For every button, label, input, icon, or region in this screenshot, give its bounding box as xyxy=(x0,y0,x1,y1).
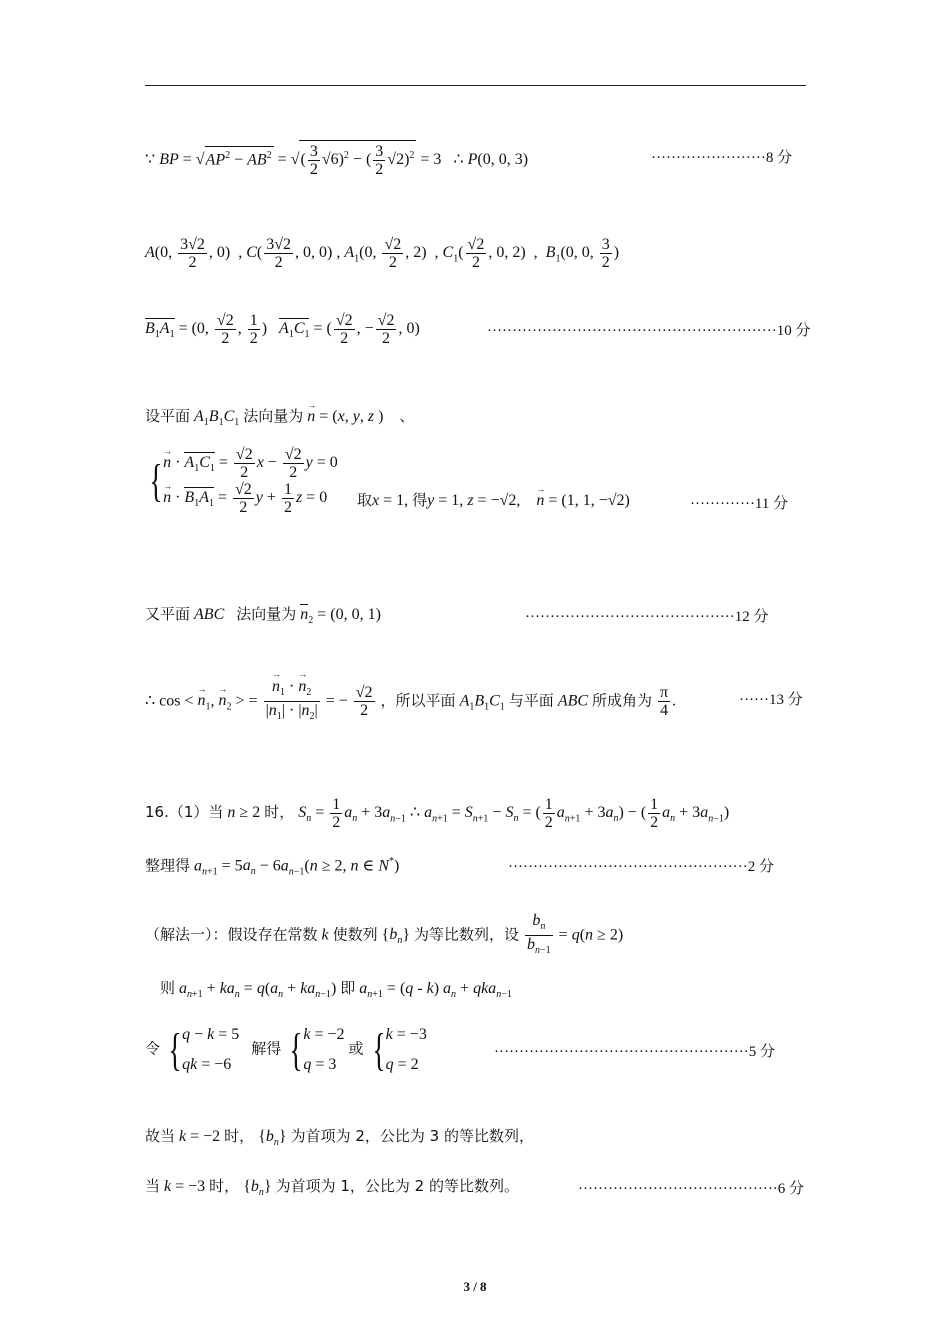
make-seq-label: 使数列 xyxy=(332,925,378,944)
method1-label: （解法一）：假设存在常数 xyxy=(145,925,318,944)
is-geo-label: 为等比数列，设 xyxy=(414,925,520,944)
take-label: 取 xyxy=(357,491,373,509)
when-label: 时， xyxy=(264,803,295,822)
or-label: 或 xyxy=(348,1039,364,1058)
score-2: ················································2 分 xyxy=(508,859,775,875)
when2-label: 时， xyxy=(224,1127,255,1145)
q16-label: 16.（1）当 xyxy=(145,803,224,822)
score-13: ······13 分 xyxy=(739,692,803,708)
score-12: ··········································12 分 xyxy=(525,609,769,625)
let-label: 令 xyxy=(145,1039,161,1058)
header-rule xyxy=(145,85,806,86)
then-label: 则 xyxy=(160,979,176,997)
first-term-2-label: 为首项为 2，公比为 3 的等比数列， xyxy=(290,1127,534,1145)
comma-cn: 、 xyxy=(399,407,415,425)
eq-coordinates: A(0, $\frac{3√2}{2}$ , 0) , C( $\frac{3√2}{2}$ , 0, 0) , $A_1(0$, $\frac{√2}{2}$ , 2) , $C_1$( $\frac{√2}{2}$ , 0, 2) , $B_1(0$, 0, $\frac{3}{2}$ ) xyxy=(145,236,620,271)
eq-recurrence: 整理得 $a_{n+1} = 5a_n - 6a_{n-1}(n \ge 2$, n ∈ N*) xyxy=(145,856,400,878)
method-one-line: （解法一）：假设存在常数 k 使数列 $\{b_n\}$ 为等比数列，设 $\frac{b_n}{b_{n-1}}$ = q(n ≥ 2) xyxy=(145,912,624,957)
plane-abc-line: 又平面 ABC 法向量为 $n_2 = (0$, 0, 1) xyxy=(145,605,381,627)
score-5: ···················································5 分 xyxy=(494,1044,776,1060)
with-plane-label: 与平面 xyxy=(508,691,554,710)
first-term-1-label: 为首项为 1，公比为 2 的等比数列。 xyxy=(275,1177,519,1195)
set-plane-line: 设平面 $A_1B_1C_1$ 法向量为 → n = (x, y, z ) 、 xyxy=(145,406,414,433)
eq-let-solve: 令 { q − k = 5 qk = −6 解得 { k = −2 q = 3 或 { k = −3 q = 2 xyxy=(145,1024,427,1075)
solve-label: 解得 xyxy=(251,1039,282,1058)
when3-label: 时， xyxy=(209,1177,240,1195)
eq-then: 则 $a_{n+1} + ka_n = q(a_n + ka_{n-1})$ 即 $a_{n+1} = (q - k) a_n + qka_{n-1}$ xyxy=(160,979,512,1001)
score-11: ·············11 分 xyxy=(690,496,789,512)
therefore-when-label: 故当 xyxy=(145,1127,176,1145)
normal-vec-label: 法向量为 xyxy=(243,407,304,425)
score-6: ········································6 分 xyxy=(578,1181,805,1197)
angle-is-label: 所成角为 xyxy=(592,691,653,710)
so-plane-label: ，所以平面 xyxy=(380,691,456,710)
eq-vectors: $B_1A_1 = (0$, $\frac{√2}{2}$ , $\frac{1}{2}$ ) $A_1C_1$ = ( $\frac{√2}{2}$ , − $\frac{√2}{2}$ , 0) xyxy=(145,312,420,347)
also-plane-label: 又平面 xyxy=(145,605,191,623)
score-10: ··························································10 分 xyxy=(487,323,811,339)
get-label: 得 xyxy=(412,491,428,509)
score-8: ·······················8 分 xyxy=(651,150,793,166)
case-k-minus-3: 当 k = −3 时， $\{b_n\}$ 为首项为 1，公比为 2 的等比数列。 xyxy=(145,1177,519,1199)
set-plane-label: 设平面 xyxy=(145,407,191,425)
normal-vec-label-2: 法向量为 xyxy=(236,605,297,623)
that-is-label: 即 xyxy=(340,979,356,997)
eq-normal-result: 取x = 1, 得y = 1, z = −√2, → n = (1, 1, −√2) xyxy=(357,490,630,511)
eq-bp: ∵ BP = $√AP^2 - AB^2$ = √( $\frac{3}{2}$ √6)$^2$ − ( $\frac{3}{2}$ √2)$^2$ = 3 ∴ P(0, 0, 3) xyxy=(145,140,528,178)
when-k3-label: 当 xyxy=(145,1177,161,1195)
page-number: 3 / 8 xyxy=(463,1279,487,1294)
eq-cos: ∴ cos < → $n_1$, → $n_2$ > = → $\frac{n_1 \cdot \to n_2}{|n_1| \cdot |n_2|}$ = − $\frac{√2}{2}$ ，所以平面 $A_1B_1C_1$ 与平面 ABC 所成角为 $\frac{\pi}{4}$ . xyxy=(145,678,676,725)
eq-q16: 16.（1）当 n ≥ 2 时， $S_n$ = $\frac{1}{2}$ $a_n + 3a_{n-1}$ ∴ $a_{n+1} = S_{n+1} - S_n$ = ( $\frac{1}{2}$ $a_{n+1} + 3a_n$) − ( $\frac{1}{2}$ $a_n + 3a_{n-1}$) xyxy=(145,796,730,831)
eq-normal-system: { → $n \cdot A_1C_1$ = $\frac{√2}{2}$ x − $\frac{√2}{2}$ y = 0 → $n \cdot B_1A_1$ = $\frac{√2}{2}$ y + $\frac{1}{2}$ z = 0 xyxy=(145,446,338,516)
case-k-minus-2: 故当 k = −2 时， $\{b_n\}$ 为首项为 2，公比为 3 的等比数列， xyxy=(145,1127,534,1149)
tidy-label: 整理得 xyxy=(145,856,191,875)
